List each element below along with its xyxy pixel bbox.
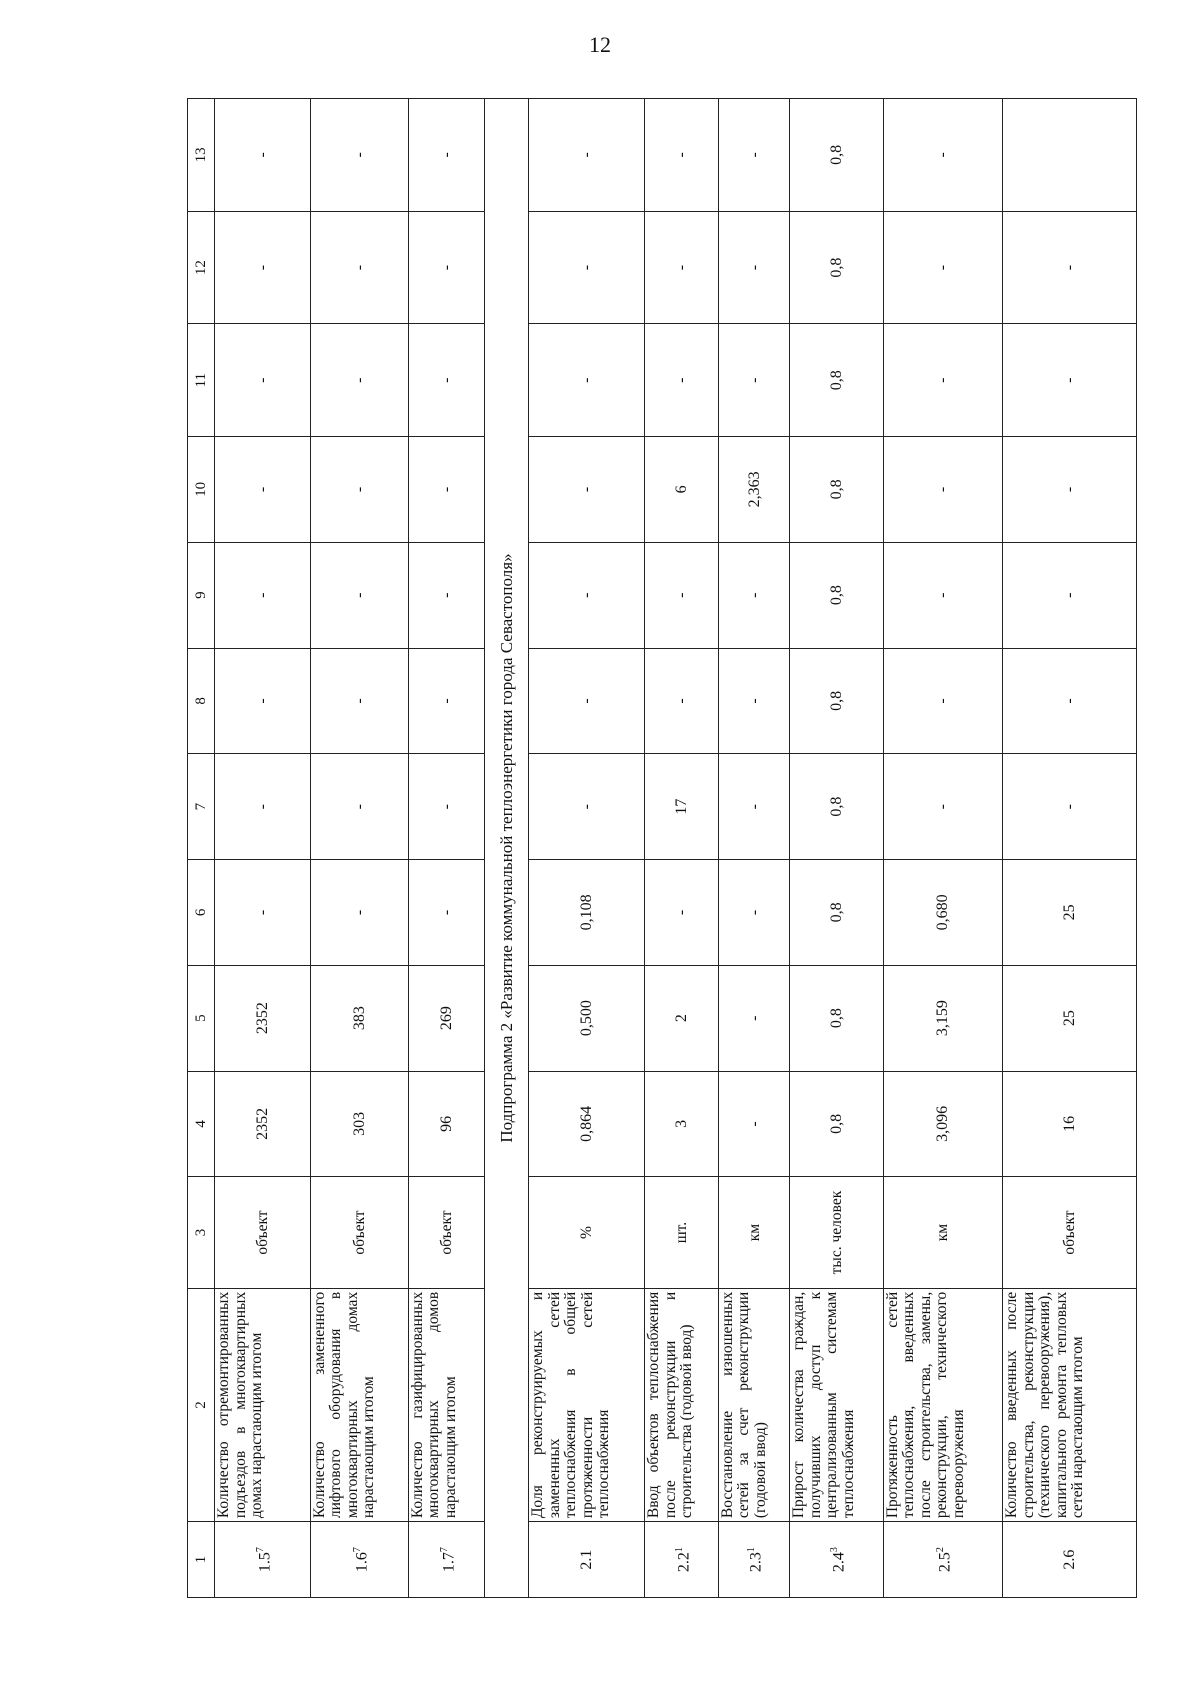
row-index (310, 1522, 408, 1598)
value-cell: - (215, 648, 310, 754)
row-index-number: 2.1 (578, 1549, 596, 1570)
subprogram-title: Подпрограмма 2 «Развитие коммунальной теплоэнергетики города Севастополя» (485, 99, 529, 1598)
value-cell: - (718, 754, 789, 860)
value-cell: - (645, 648, 719, 754)
value-cell: - (645, 542, 719, 648)
subprogram-row (485, 99, 529, 1598)
value-cell: 0,8 (790, 542, 883, 648)
value-cell: - (529, 542, 645, 648)
value-cell: - (645, 211, 719, 324)
value-cell: - (215, 437, 310, 543)
value-cell: - (408, 437, 485, 543)
row-index (1003, 1522, 1137, 1598)
row-index-number: 1.5 (256, 1552, 274, 1573)
value-cell: - (215, 99, 310, 212)
indicator-row (529, 99, 645, 1598)
value-cell: 383 (310, 965, 408, 1071)
unit-of-measure: тыс. человек (790, 1177, 883, 1289)
value-cell: 2,363 (718, 437, 789, 543)
indicator-row (790, 99, 883, 1598)
value-cell: - (408, 648, 485, 754)
column-number: 4 (188, 1071, 215, 1177)
column-number: 13 (188, 99, 215, 212)
value-cell: 3,159 (883, 965, 1003, 1071)
value-cell: - (645, 99, 719, 212)
row-index-number: 1.6 (352, 1552, 370, 1573)
value-cell: 0,864 (529, 1071, 645, 1177)
value-cell: - (310, 211, 408, 324)
value-cell: 0,8 (790, 324, 883, 437)
row-index-number: 2.5 (936, 1552, 954, 1573)
row-index-number: 2.6 (1061, 1549, 1079, 1570)
value-cell: - (1003, 648, 1137, 754)
value-cell: 0,8 (790, 437, 883, 543)
value-cell: 6 (645, 437, 719, 543)
value-cell: - (883, 648, 1003, 754)
value-cell: - (215, 324, 310, 437)
column-number: 6 (188, 860, 215, 966)
value-cell: - (718, 211, 789, 324)
unit-of-measure: км (718, 1177, 789, 1289)
indicator-table (187, 98, 1137, 1598)
value-cell: - (408, 542, 485, 648)
indicator-row (215, 99, 310, 1598)
value-cell: - (645, 324, 719, 437)
value-cell: 303 (310, 1071, 408, 1177)
indicator-row (883, 99, 1003, 1598)
footnote-mark: 1 (674, 1547, 686, 1553)
value-cell: 0,8 (790, 648, 883, 754)
row-index-number: 1.7 (440, 1552, 458, 1573)
indicator-description: Количество отремонтированных подъездов в многоквартирных домах нарастающим итогом (215, 1288, 310, 1521)
column-number-row (188, 99, 215, 1598)
value-cell: - (1003, 542, 1137, 648)
value-cell: - (1003, 437, 1137, 543)
row-index (645, 1522, 719, 1598)
indicator-description: Прирост количества граждан, получивших доступ к централизованным системам теплоснабжения (790, 1288, 883, 1521)
indicator-description: Ввод объектов теплоснабжения после реконструкции и строительства (годовой ввод) (645, 1288, 719, 1521)
value-cell: - (215, 542, 310, 648)
row-index (790, 1522, 883, 1598)
column-number: 11 (188, 324, 215, 437)
value-cell: - (310, 437, 408, 543)
value-cell: - (718, 542, 789, 648)
value-cell: - (215, 211, 310, 324)
value-cell: - (215, 860, 310, 966)
value-cell: 96 (408, 1071, 485, 1177)
value-cell: - (529, 99, 645, 212)
value-cell: - (529, 211, 645, 324)
value-cell: - (408, 211, 485, 324)
column-number: 5 (188, 965, 215, 1071)
column-number: 9 (188, 542, 215, 648)
footnote-mark: 7 (438, 1547, 450, 1553)
indicator-row (310, 99, 408, 1598)
unit-of-measure: шт. (645, 1177, 719, 1289)
unit-of-measure: объект (408, 1177, 485, 1289)
row-index-number: 2.4 (830, 1552, 848, 1573)
unit-of-measure: объект (1003, 1177, 1137, 1289)
value-cell: - (718, 324, 789, 437)
value-cell: 2352 (215, 1071, 310, 1177)
value-cell (1003, 99, 1137, 212)
value-cell: 25 (1003, 860, 1137, 966)
value-cell: - (1003, 754, 1137, 860)
value-cell: - (310, 860, 408, 966)
unit-of-measure: % (529, 1177, 645, 1289)
value-cell: - (529, 648, 645, 754)
row-index (408, 1522, 485, 1598)
indicator-description: Восстановление изношенных сетей за счет реконструкции (годовой ввод) (718, 1288, 789, 1521)
footnote-mark: 2 (935, 1547, 947, 1553)
value-cell: - (718, 648, 789, 754)
value-cell: 0,680 (883, 860, 1003, 966)
value-cell: 0,8 (790, 860, 883, 966)
value-cell: - (718, 965, 789, 1071)
value-cell: - (408, 860, 485, 966)
row-index (529, 1522, 645, 1598)
indicator-row (408, 99, 485, 1598)
value-cell: - (718, 1071, 789, 1177)
value-cell: - (883, 211, 1003, 324)
indicator-description: Протяженность сетей теплоснабжения, введенных после строительства, замены, реконструкции, технического перевооружения (883, 1288, 1003, 1521)
value-cell: - (883, 437, 1003, 543)
indicator-row (645, 99, 719, 1598)
indicator-description: Доля реконструируемых и замененных сетей теплоснабжения в общей протяженности сетей теплоснабжения (529, 1288, 645, 1521)
indicator-row (1003, 99, 1137, 1598)
unit-of-measure: объект (310, 1177, 408, 1289)
value-cell: 25 (1003, 965, 1137, 1071)
value-cell: - (529, 754, 645, 860)
row-index-number: 2.3 (747, 1552, 765, 1573)
indicator-description: Количество введенных после строительства, реконструкции (технического перевооружения), капитального ремонта тепловых сетей нарастающим итогом (1003, 1288, 1137, 1521)
row-index (215, 1522, 310, 1598)
value-cell: 3,096 (883, 1071, 1003, 1177)
value-cell: 0,8 (790, 99, 883, 212)
column-number: 10 (188, 437, 215, 543)
value-cell: 17 (645, 754, 719, 860)
column-number: 7 (188, 754, 215, 860)
value-cell: 0,8 (790, 1071, 883, 1177)
indicator-row (718, 99, 789, 1598)
value-cell: - (408, 324, 485, 437)
value-cell: - (310, 99, 408, 212)
value-cell: - (718, 99, 789, 212)
footnote-mark: 1 (746, 1547, 758, 1553)
indicator-table-rotated (187, 98, 1137, 1598)
value-cell: 269 (408, 965, 485, 1071)
unit-of-measure: км (883, 1177, 1003, 1289)
value-cell: 0,108 (529, 860, 645, 966)
value-cell: 0,8 (790, 754, 883, 860)
footnote-mark: 3 (828, 1547, 840, 1553)
value-cell: - (718, 860, 789, 966)
footnote-mark: 7 (351, 1547, 363, 1553)
column-number: 1 (188, 1522, 215, 1598)
value-cell: 16 (1003, 1071, 1137, 1177)
column-number: 12 (188, 211, 215, 324)
value-cell: - (1003, 324, 1137, 437)
value-cell: 2352 (215, 965, 310, 1071)
column-number: 8 (188, 648, 215, 754)
unit-of-measure: объект (215, 1177, 310, 1289)
value-cell: - (215, 754, 310, 860)
value-cell: - (529, 437, 645, 543)
value-cell: - (1003, 211, 1137, 324)
value-cell: - (883, 542, 1003, 648)
value-cell: - (408, 754, 485, 860)
column-number: 3 (188, 1177, 215, 1289)
value-cell: - (883, 99, 1003, 212)
value-cell: - (310, 754, 408, 860)
value-cell: - (310, 648, 408, 754)
value-cell: 0,500 (529, 965, 645, 1071)
indicator-description: Количество газифицированных многоквартирных домов нарастающим итогом (408, 1288, 485, 1521)
page-number: 12 (589, 32, 611, 57)
table-body (188, 99, 1137, 1598)
row-index (718, 1522, 789, 1598)
value-cell: 3 (645, 1071, 719, 1177)
value-cell: - (883, 324, 1003, 437)
indicator-description: Количество замененного лифтового оборудования в многоквартирных домах нарастающим итогом (310, 1288, 408, 1521)
value-cell: - (408, 99, 485, 212)
value-cell: 2 (645, 965, 719, 1071)
value-cell: - (883, 754, 1003, 860)
row-index (883, 1522, 1003, 1598)
column-number: 2 (188, 1288, 215, 1521)
value-cell: 0,8 (790, 211, 883, 324)
value-cell: - (529, 324, 645, 437)
value-cell: 0,8 (790, 965, 883, 1071)
row-index-number: 2.2 (675, 1552, 693, 1573)
value-cell: - (310, 324, 408, 437)
value-cell: - (310, 542, 408, 648)
footnote-mark: 7 (254, 1547, 266, 1553)
value-cell: - (645, 860, 719, 966)
